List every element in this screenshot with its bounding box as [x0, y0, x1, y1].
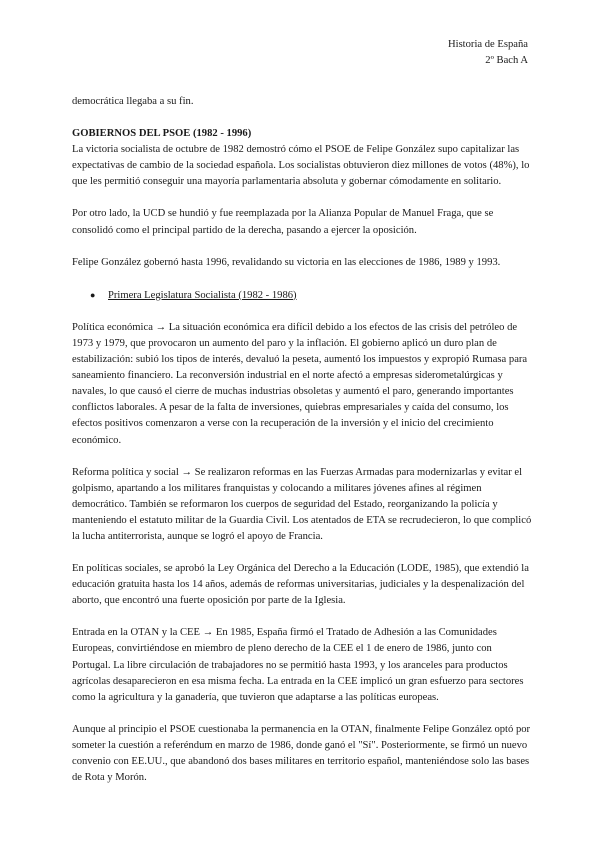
bullet-item-primera-legislatura	[72, 287, 532, 304]
bullet-label: Primera Legislatura Socialista (1982 - 1986)	[108, 289, 297, 301]
document-body	[72, 94, 532, 786]
paragraph-otan-referendum: Aunque al principio el PSOE cuestionaba la permanencia en la OTAN, finalmente Felipe González optó por someter la cuestión a referéndum en marzo de 1986, donde ganó el "Sí". Posteriormente, se firmó un nuevo convenio con EE.UU., que abandonó dos bases militares en territorio español, manteniéndose solo las bases de Rota y Morón.	[72, 723, 531, 784]
page-header	[448, 37, 528, 69]
bullet-icon: ●	[90, 289, 96, 300]
header-class: 2º Bach A	[485, 55, 528, 66]
section-heading: GOBIERNOS DEL PSOE (1982 - 1996)	[72, 128, 252, 140]
paragraph-politica-economica: Política económica → La situación económica era difícil debido a los efectos de las crisis del petróleo de 1973 y 1979, que provocaron un aumento del paro y la inflación. El gobierno aplicó un duro plan de estabilización: subió los tipos de interés, devaluó la peseta, aumentó los impuestos y expropió Rumasa para saneamiento financiero. La reconversión industrial en el norte afectó a empresas siderometalúrgicas y navales, lo que causó el cierre de muchas industrias obsoletas y aumentó el paro, generando importantes conflictos laborales. A pesar de la falta de inversiones, quiebras empresariales y caída del consumo, los efectos positivos comenzaron a verse con la recuperación de la inversión y el inicio del crecimiento económico.	[72, 321, 528, 446]
paragraph-politicas-sociales: En políticas sociales, se aprobó la Ley Orgánica del Derecho a la Educación (LODE, 1985), que extendió la educación gratuita hasta los 14 años, además de reformas universitarias, judiciales y la despenalización del aborto, que encontró una fuerte oposición por parte de la Iglesia.	[72, 563, 529, 607]
paragraph-victoria: La victoria socialista de octubre de 1982 demostró cómo el PSOE de Felipe González supo capitalizar las expectativas de cambio de la sociedad española. Los socialistas obtuvieron diez millones de votos (48%), lo que les permitió conseguir una mayoría parlamentaria absoluta y gobernar cómodamente en solitario.	[72, 144, 530, 188]
paragraph-gobierno: Felipe González gobernó hasta 1996, revalidando su victoria en las elecciones de 1986, 1989 y 1993.	[72, 256, 501, 268]
header-subject: Historia de España	[447, 39, 528, 50]
paragraph-otan-cee: Entrada en la OTAN y la CEE → En 1985, España firmó el Tratado de Adhesión a las Comunidades Europeas, convirtiéndose en miembro de pleno derecho de la CEE el 1 de enero de 1986, junto con Portugal. La libre circulación de trabajadores no se permitió hasta 1993, y los aranceles para productos agrícolas desaparecieron en esa misma fecha. La entrada en la CEE implicó un gran esfuerzo para sectores como la agricultura y la ganadería, que tuvieron que adaptarse a las políticas europeas.	[72, 627, 524, 703]
intro-fragment: democrática llegaba a su fin.	[72, 96, 194, 107]
paragraph-ucd: Por otro lado, la UCD se hundió y fue reemplazada por la Alianza Popular de Manuel Fraga, que se consolidó como el principal partido de la derecha, pasando a ejercer la oposición.	[72, 208, 494, 236]
paragraph-reforma-social: Reforma política y social → Se realizaron reformas en las Fuerzas Armadas para modernizarlas y evitar el golpismo, apartando a los militares franquistas y colocando a militares jóvenes afines al régimen democrático. También se reformaron los cuerpos de seguridad del Estado, reorganizando la policía y manteniendo el estatuto militar de la Guardia Civil. Los atentados de ETA se recrudecieron, lo que complicó la lucha antiterrorista, aunque se logró el apoyo de Francia.	[72, 466, 532, 542]
